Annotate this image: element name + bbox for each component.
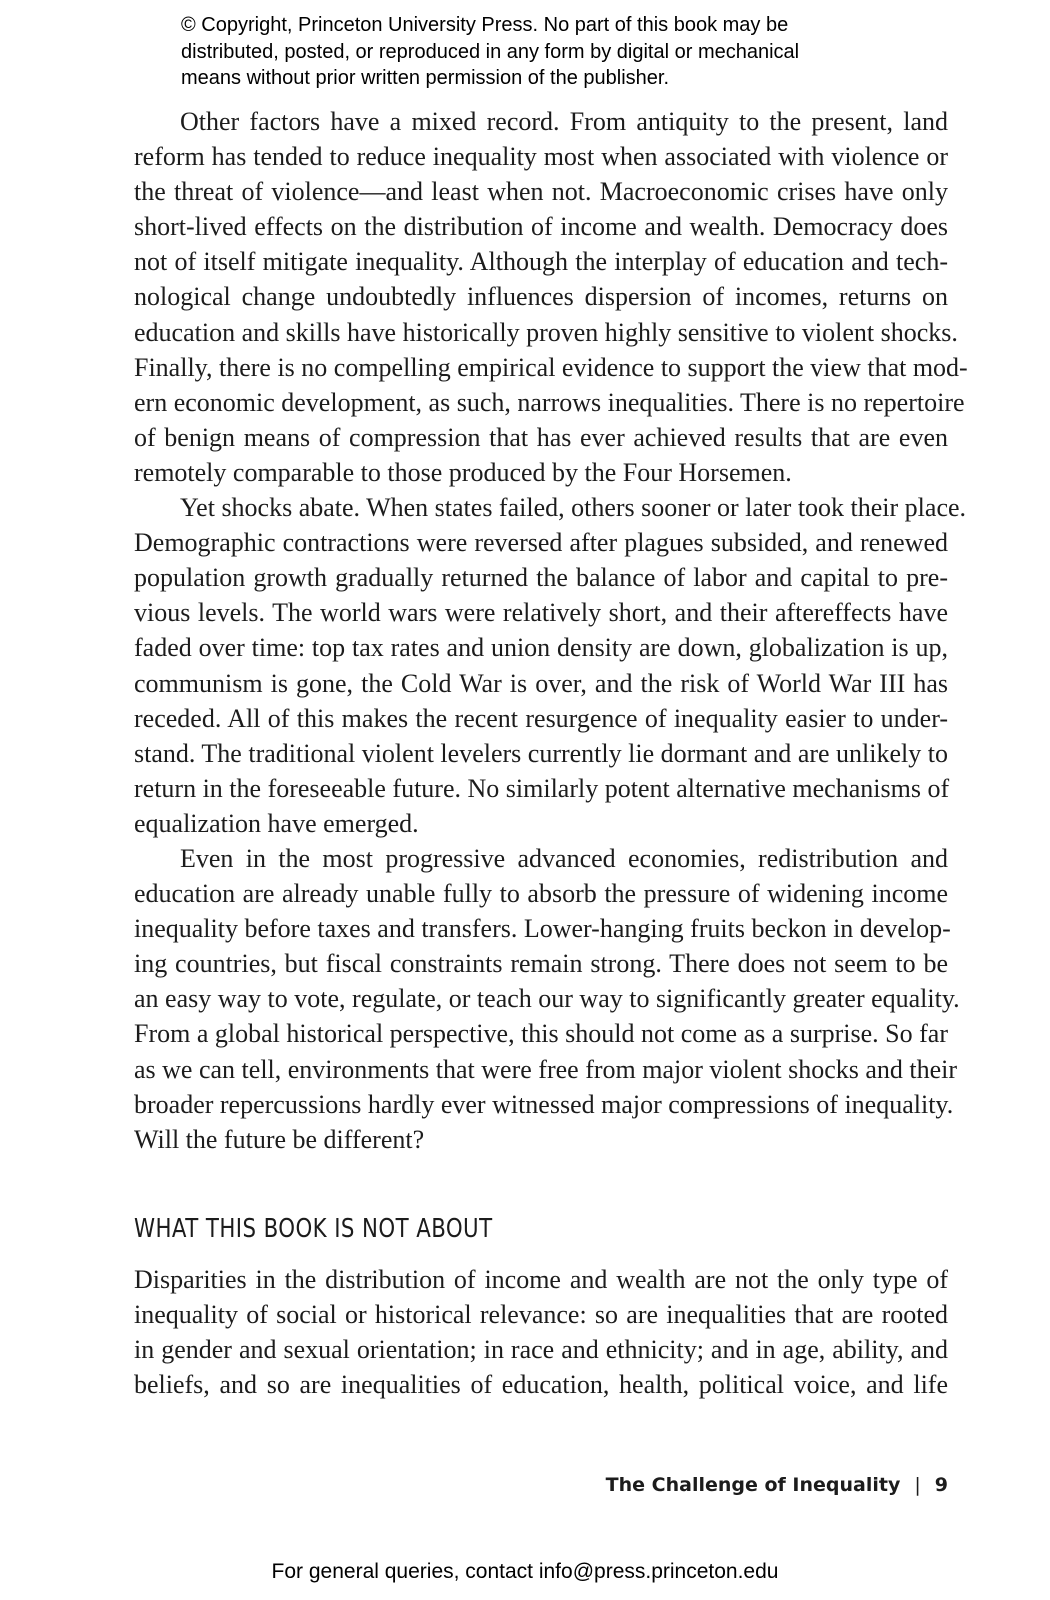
copyright-line: means without prior written permission of the publisher. — [181, 67, 670, 89]
text-line: From a global historical perspective, this should not come as a surprise. So far — [134, 1019, 948, 1049]
page-number: 9 — [934, 1474, 948, 1496]
copyright-line: distributed, posted, or reproduced in any form by digital or mechanical — [181, 40, 800, 63]
text-line: Even in the most progressive advanced economies, redistribution and — [180, 843, 948, 873]
text-line: reform has tended to reduce inequality most when associated with violence or — [134, 142, 948, 172]
text-line: inequality of social or historical relevance: so are inequalities that are rooted — [134, 1300, 948, 1330]
queries-notice: For general queries, contact info@press.princeton.edu — [271, 1560, 779, 1583]
section-body — [134, 1262, 948, 1402]
text-line: an easy way to vote, regulate, or teach our way to significantly greater equality. — [134, 984, 960, 1014]
text-line: as we can tell, environments that were free from major violent shocks and their — [134, 1054, 958, 1084]
text-line: ern economic development, as such, narrows inequalities. There is no repertoire — [134, 387, 965, 417]
text-line: Yet shocks abate. When states failed, others sooner or later took their place. — [180, 493, 967, 523]
text-line: Disparities in the distribution of income and wealth are not the only type of — [134, 1265, 948, 1294]
chapter-title: The Challenge of Inequality — [605, 1474, 901, 1496]
text-line: Finally, there is no compelling empirical evidence to support the view that mod- — [134, 352, 968, 382]
text-line: broader repercussions hardly ever witnessed major compressions of inequality. — [134, 1089, 954, 1119]
text-line: not of itself mitigate inequality. Although the interplay of education and tech- — [134, 247, 948, 277]
text-line: remotely comparable to those produced by the Four Horsemen. — [134, 457, 792, 487]
text-line: population growth gradually returned the balance of labor and capital to pre- — [134, 563, 948, 593]
running-footer — [606, 1474, 948, 1496]
text-line: beliefs, and so are inequalities of education, health, political voice, and life — [134, 1370, 948, 1400]
text-line: stand. The traditional violent levelers currently lie dormant and are unlikely to — [134, 738, 948, 768]
paragraph-mixed-record — [134, 104, 968, 490]
text-line: receded. All of this makes the recent resurgence of inequality easier to under- — [134, 703, 948, 733]
text-line: inequality before taxes and transfers. Lower-hanging fruits beckon in develop- — [134, 914, 951, 944]
text-line: in gender and sexual orientation; in race and ethnicity; and in age, ability, and — [134, 1335, 948, 1365]
paragraph-progressive-economies — [134, 841, 960, 1157]
copyright-line: © Copyright, Princeton University Press. No part of this book may be — [181, 14, 789, 36]
text-line: communism is gone, the Cold War is over, and the risk of World War III has — [134, 668, 948, 698]
text-line: Other factors have a mixed record. From antiquity to the present, land — [180, 107, 948, 136]
copyright-notice — [181, 12, 921, 92]
text-line: of benign means of compression that has ever achieved results that are even — [134, 422, 948, 452]
section-heading: WHAT THIS BOOK IS NOT ABOUT — [134, 1214, 493, 1244]
text-line: Will the future be different? — [134, 1124, 425, 1154]
text-line: return in the foreseeable future. No similarly potent alternative mechanisms of — [134, 773, 950, 803]
text-line: equalization have emerged. — [134, 808, 419, 838]
text-line: faded over time: top tax rates and union density are down, globalization is up, — [134, 633, 948, 663]
text-line: education are already unable fully to absorb the pressure of widening income — [134, 879, 948, 909]
text-line: short-lived effects on the distribution of income and wealth. Democracy does — [134, 212, 948, 242]
text-line: ing countries, but fiscal constraints remain strong. There does not seem to be — [134, 949, 948, 979]
text-line: the threat of violence—and least when not. Macroeconomic crises have only — [134, 177, 948, 207]
text-line: education and skills have historically proven highly sensitive to violent shocks. — [134, 317, 958, 347]
footer-separator: | — [914, 1474, 921, 1496]
text-line: Demographic contractions were reversed after plagues subsided, and renewed — [134, 528, 948, 558]
paragraph-shocks-abate — [134, 490, 967, 841]
text-line: nological change undoubtedly influences dispersion of incomes, returns on — [134, 282, 948, 312]
text-line: vious levels. The world wars were relatively short, and their aftereffects have — [134, 598, 948, 628]
body-text — [134, 104, 968, 1157]
